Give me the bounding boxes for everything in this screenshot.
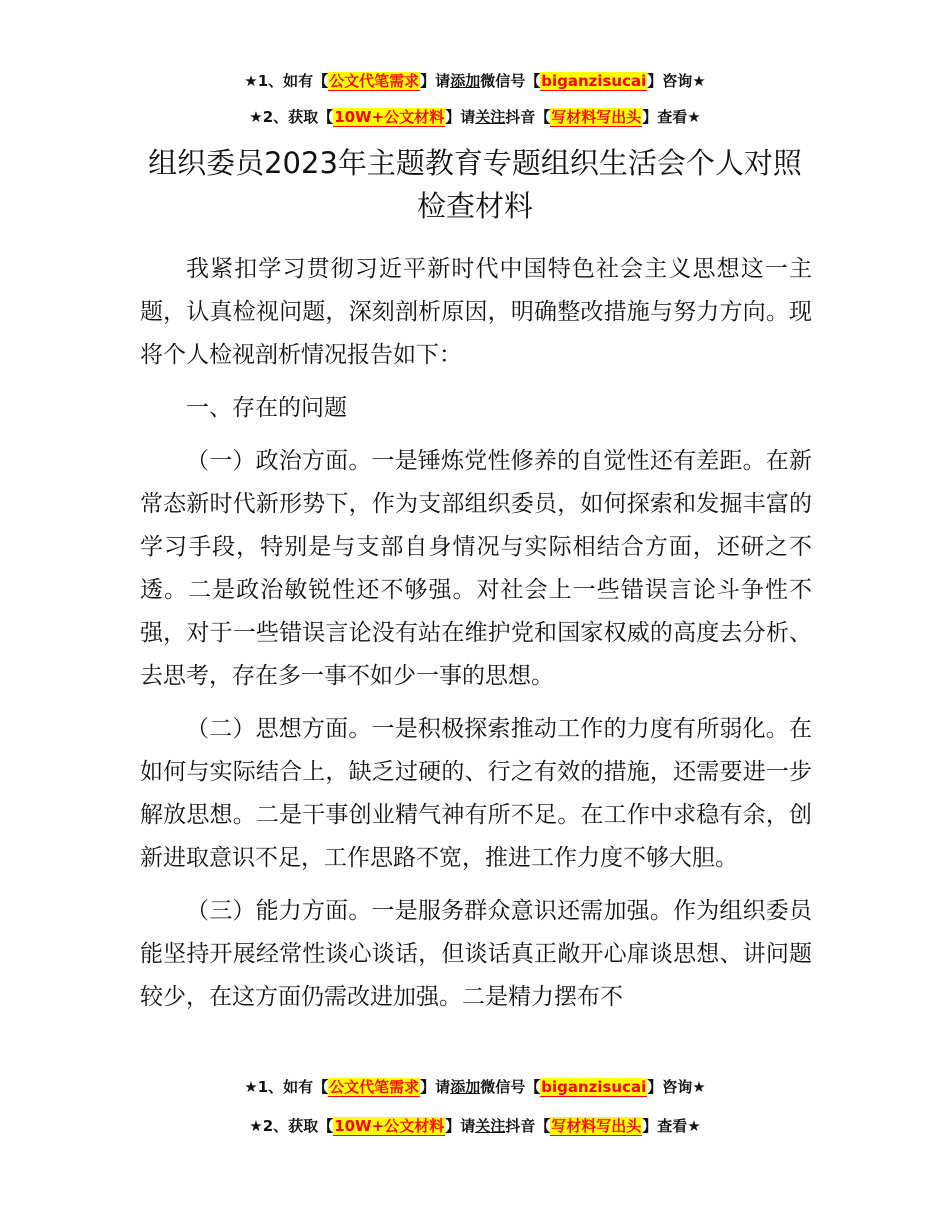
promo-underline: 添加 — [450, 1078, 481, 1096]
promo-text: ★2、获取【 — [249, 1117, 334, 1135]
promo-douyin-id: 写材料写出头 — [551, 108, 642, 126]
section-heading: 一、存在的问题 — [186, 395, 347, 421]
promo-text: 】请 — [420, 72, 451, 90]
promo-underline: 关注 — [475, 1117, 506, 1135]
promo-highlight: 10W+公文材料 — [334, 1117, 445, 1135]
promo-text: 】查看★ — [642, 108, 701, 126]
promo-text: 】咨询★ — [647, 72, 706, 90]
promo-wechat-id: biganzisucai — [541, 1078, 647, 1096]
promo-text: ★2、获取【 — [249, 108, 334, 126]
promo-text: 】请 — [445, 1117, 476, 1135]
promo-text: 】咨询★ — [647, 1078, 706, 1096]
top-promo-line-1 — [0, 71, 950, 91]
promo-underline: 添加 — [450, 72, 481, 90]
promo-text: 】请 — [445, 108, 476, 126]
promo-douyin-id: 写材料写出头 — [551, 1117, 642, 1135]
intro-paragraph: 我紧扣学习贯彻习近平新时代中国特色社会主义思想这一主题，认真检视问题，深刻剖析原因，明确整改措施与努力方向。现将个人检视剖析情况报告如下： — [140, 256, 812, 368]
top-promo-line-2 — [0, 107, 950, 127]
promo-text: ★1、如有【 — [244, 72, 329, 90]
promo-text: 】查看★ — [642, 1117, 701, 1135]
promo-underline: 关注 — [475, 108, 506, 126]
bottom-promo-line-2 — [0, 1116, 950, 1136]
promo-text: 抖音【 — [505, 108, 551, 126]
paragraph-thought: （二）思想方面。一是积极探索推动工作的力度有所弱化。在如何与实际结合上，缺乏过硬的、行之有效的措施，还需要进一步解放思想。二是干事创业精气神有所不足。在工作中求稳有余，创新进取意识不足，工作思路不宽，推进工作力度不够大胆。 — [140, 716, 812, 871]
promo-highlight: 公文代笔需求 — [329, 72, 420, 90]
paragraph-political: （一）政治方面。一是锤炼党性修养的自觉性还有差距。在新常态新时代新形势下，作为支部组织委员，如何探索和发掘丰富的学习手段，特别是与支部自身情况与实际相结合方面，还研之不透。二是政治敏锐性还不够强。对社会上一些错误言论斗争性不强，对于一些错误言论没有站在维护党和国家权威的高度去分析、去思考，存在多一事不如少一事的思想。 — [140, 448, 812, 689]
bottom-promo-line-1 — [0, 1077, 950, 1097]
promo-text: ★1、如有【 — [244, 1078, 329, 1096]
document-body — [140, 248, 812, 1019]
promo-text: 微信号【 — [480, 72, 541, 90]
promo-text: 微信号【 — [480, 1078, 541, 1096]
paragraph-ability: （三）能力方面。一是服务群众意识还需加强。作为组织委员能坚持开展经常性谈心谈话，但谈话真正敞开心扉谈思想、讲问题较少，在这方面仍需改进加强。二是精力摆布不 — [140, 898, 812, 1010]
promo-wechat-id: biganzisucai — [541, 72, 647, 90]
document-title: 组织委员2023年主题教育专题组织生活会个人对照检查材料 — [148, 146, 802, 223]
promo-highlight: 10W+公文材料 — [334, 108, 445, 126]
promo-highlight: 公文代笔需求 — [329, 1078, 420, 1096]
promo-text: 】请 — [420, 1078, 451, 1096]
promo-text: 抖音【 — [505, 1117, 551, 1135]
